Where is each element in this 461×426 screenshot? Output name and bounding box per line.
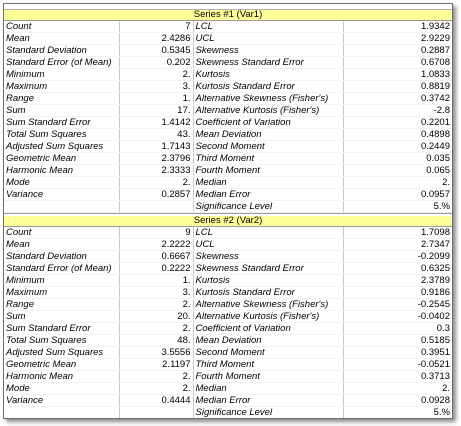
stat-value: 2. xyxy=(119,69,193,81)
stat-value: 2. xyxy=(343,383,452,395)
stat-label: Coefficient of Variation xyxy=(193,323,343,335)
table-row xyxy=(4,201,452,213)
stat-label: Skewness Standard Error xyxy=(193,57,343,69)
stat-value: 2.4286 xyxy=(119,33,193,45)
stat-value xyxy=(119,201,193,213)
stat-value: 3.5556 xyxy=(119,347,193,359)
stat-label: Mean Deviation xyxy=(193,129,343,141)
table-row xyxy=(4,227,452,239)
stat-label: Fourth Moment xyxy=(193,371,343,383)
table-row xyxy=(4,275,452,287)
stat-value: 0.6325 xyxy=(343,263,452,275)
stat-label: Skewness xyxy=(193,251,343,263)
stat-value: 0.065 xyxy=(343,165,452,177)
stat-label: Alternative Skewness (Fisher's) xyxy=(193,93,343,105)
stat-value: 5.% xyxy=(343,407,452,419)
stat-label: Alternative Kurtosis (Fisher's) xyxy=(193,311,343,323)
stat-value: 2.7347 xyxy=(343,239,452,251)
stat-value: 0.5345 xyxy=(119,45,193,57)
table-row xyxy=(4,165,452,177)
table-row xyxy=(4,395,452,407)
stat-label: Kurtosis xyxy=(193,69,343,81)
stat-value: 0.0957 xyxy=(343,189,452,201)
statistics-sheet xyxy=(3,3,453,419)
stat-value: 0.2887 xyxy=(343,45,452,57)
stat-label: Alternative Skewness (Fisher's) xyxy=(193,299,343,311)
series-stats-table xyxy=(4,21,452,213)
stat-label: Median Error xyxy=(193,189,343,201)
table-row xyxy=(4,93,452,105)
series-container xyxy=(4,10,452,419)
table-row xyxy=(4,407,452,419)
stat-label: Median Error xyxy=(193,395,343,407)
table-row xyxy=(4,21,452,33)
stat-value: 0.3713 xyxy=(343,371,452,383)
stat-value: 0.2222 xyxy=(119,263,193,275)
stat-label: Maximum xyxy=(4,81,119,93)
stat-value: 2.3333 xyxy=(119,165,193,177)
stat-label: Minimum xyxy=(4,275,119,287)
stat-value: 7 xyxy=(119,21,193,33)
table-row xyxy=(4,299,452,311)
stat-label: Variance xyxy=(4,395,119,407)
stat-value: 2.2222 xyxy=(119,239,193,251)
table-row xyxy=(4,359,452,371)
stat-label: Adjusted Sum Squares xyxy=(4,141,119,153)
table-row xyxy=(4,323,452,335)
table-row xyxy=(4,383,452,395)
stat-label: UCL xyxy=(193,33,343,45)
table-row xyxy=(4,263,452,275)
stat-value xyxy=(119,407,193,419)
table-row xyxy=(4,251,452,263)
stat-label: LCL xyxy=(193,21,343,33)
stat-value: 0.8819 xyxy=(343,81,452,93)
series-header: Series #2 (Var2) xyxy=(4,216,452,227)
stat-label: Standard Deviation xyxy=(4,251,119,263)
stat-label xyxy=(4,201,119,213)
stat-value: 2.9229 xyxy=(343,33,452,45)
stat-label: Kurtosis Standard Error xyxy=(193,81,343,93)
stat-value: 20. xyxy=(119,311,193,323)
stat-value: 0.4898 xyxy=(343,129,452,141)
stat-label: Alternative Kurtosis (Fisher's) xyxy=(193,105,343,117)
stat-label: Geometric Mean xyxy=(4,359,119,371)
stat-label: Mode xyxy=(4,177,119,189)
stat-value: 1.9342 xyxy=(343,21,452,33)
table-row xyxy=(4,347,452,359)
stat-value: 1. xyxy=(119,93,193,105)
table-row xyxy=(4,287,452,299)
stat-value: 1.0833 xyxy=(343,69,452,81)
stat-label: Significance Level xyxy=(193,407,343,419)
table-row xyxy=(4,117,452,129)
stat-label: Third Moment xyxy=(193,359,343,371)
stat-label: Kurtosis Standard Error xyxy=(193,287,343,299)
table-row xyxy=(4,69,452,81)
stat-value: 0.4444 xyxy=(119,395,193,407)
stat-value: 48. xyxy=(119,335,193,347)
table-row xyxy=(4,141,452,153)
stat-value: 1.4142 xyxy=(119,117,193,129)
stat-value: -0.0402 xyxy=(343,311,452,323)
stat-value: 0.0928 xyxy=(343,395,452,407)
stat-label: Sum Standard Error xyxy=(4,117,119,129)
stat-label: Sum Standard Error xyxy=(4,323,119,335)
stat-label: Adjusted Sum Squares xyxy=(4,347,119,359)
stat-label: Total Sum Squares xyxy=(4,129,119,141)
stat-value: -0.2545 xyxy=(343,299,452,311)
stat-label: Skewness xyxy=(193,45,343,57)
stat-label: Sum xyxy=(4,311,119,323)
series-stats-table xyxy=(4,227,452,419)
table-row xyxy=(4,129,452,141)
stat-value: 2.1197 xyxy=(119,359,193,371)
table-row xyxy=(4,371,452,383)
stat-label: Mean xyxy=(4,33,119,45)
stat-label: Sum xyxy=(4,105,119,117)
stat-label: Standard Error (of Mean) xyxy=(4,263,119,275)
stat-value: -2.8 xyxy=(343,105,452,117)
stat-label: Count xyxy=(4,227,119,239)
stat-label xyxy=(4,407,119,419)
stat-value: 17. xyxy=(119,105,193,117)
stat-label: Median xyxy=(193,383,343,395)
stat-value: 0.9186 xyxy=(343,287,452,299)
table-row xyxy=(4,189,452,201)
stat-label: Mean Deviation xyxy=(193,335,343,347)
stat-label: Third Moment xyxy=(193,153,343,165)
stat-label: Kurtosis xyxy=(193,275,343,287)
table-row xyxy=(4,57,452,69)
stat-value: 0.5185 xyxy=(343,335,452,347)
stat-label: Count xyxy=(4,21,119,33)
stat-label: Harmonic Mean xyxy=(4,371,119,383)
stat-value: 0.2857 xyxy=(119,189,193,201)
stat-label: Mean xyxy=(4,239,119,251)
table-row xyxy=(4,239,452,251)
table-row xyxy=(4,81,452,93)
stat-value: 2. xyxy=(119,323,193,335)
stat-value: 0.2449 xyxy=(343,141,452,153)
table-row xyxy=(4,177,452,189)
stat-value: 2. xyxy=(343,177,452,189)
stat-value: 2.3796 xyxy=(119,153,193,165)
stat-label: Variance xyxy=(4,189,119,201)
table-row xyxy=(4,33,452,45)
stat-label: Minimum xyxy=(4,69,119,81)
stat-value: 5.% xyxy=(343,201,452,213)
stat-value: 2. xyxy=(119,383,193,395)
stat-value: 0.3951 xyxy=(343,347,452,359)
stat-label: Skewness Standard Error xyxy=(193,263,343,275)
stat-value: 43. xyxy=(119,129,193,141)
stat-label: Mode xyxy=(4,383,119,395)
stat-label: UCL xyxy=(193,239,343,251)
stat-value: 0.2201 xyxy=(343,117,452,129)
stat-value: 3. xyxy=(119,81,193,93)
table-row xyxy=(4,153,452,165)
stat-value: 3. xyxy=(119,287,193,299)
table-row xyxy=(4,45,452,57)
stat-value: 9 xyxy=(119,227,193,239)
stat-label: Total Sum Squares xyxy=(4,335,119,347)
stat-value: 0.3742 xyxy=(343,93,452,105)
stat-label: Fourth Moment xyxy=(193,165,343,177)
stat-label: Range xyxy=(4,299,119,311)
stat-label: Second Moment xyxy=(193,141,343,153)
stat-label: Harmonic Mean xyxy=(4,165,119,177)
stat-label: Geometric Mean xyxy=(4,153,119,165)
table-row xyxy=(4,105,452,117)
stat-value: 0.202 xyxy=(119,57,193,69)
stat-value: 1.7098 xyxy=(343,227,452,239)
table-row xyxy=(4,335,452,347)
stat-value: 2. xyxy=(119,299,193,311)
stat-label: LCL xyxy=(193,227,343,239)
stat-value: -0.0521 xyxy=(343,359,452,371)
table-row xyxy=(4,311,452,323)
stat-label: Significance Level xyxy=(193,201,343,213)
stat-value: 2. xyxy=(119,177,193,189)
stat-label: Standard Deviation xyxy=(4,45,119,57)
stat-value: 1. xyxy=(119,275,193,287)
stat-label: Maximum xyxy=(4,287,119,299)
stat-value: 0.3 xyxy=(343,323,452,335)
stat-label: Median xyxy=(193,177,343,189)
stat-label: Range xyxy=(4,93,119,105)
stat-value: -0.2099 xyxy=(343,251,452,263)
stat-value: 2. xyxy=(119,371,193,383)
stat-value: 0.6708 xyxy=(343,57,452,69)
stat-value: 2.3789 xyxy=(343,275,452,287)
series-header: Series #1 (Var1) xyxy=(4,10,452,21)
stat-label: Coefficient of Variation xyxy=(193,117,343,129)
stat-label: Second Moment xyxy=(193,347,343,359)
stat-label: Standard Error (of Mean) xyxy=(4,57,119,69)
stat-value: 0.035 xyxy=(343,153,452,165)
stat-value: 1.7143 xyxy=(119,141,193,153)
stat-value: 0.6667 xyxy=(119,251,193,263)
